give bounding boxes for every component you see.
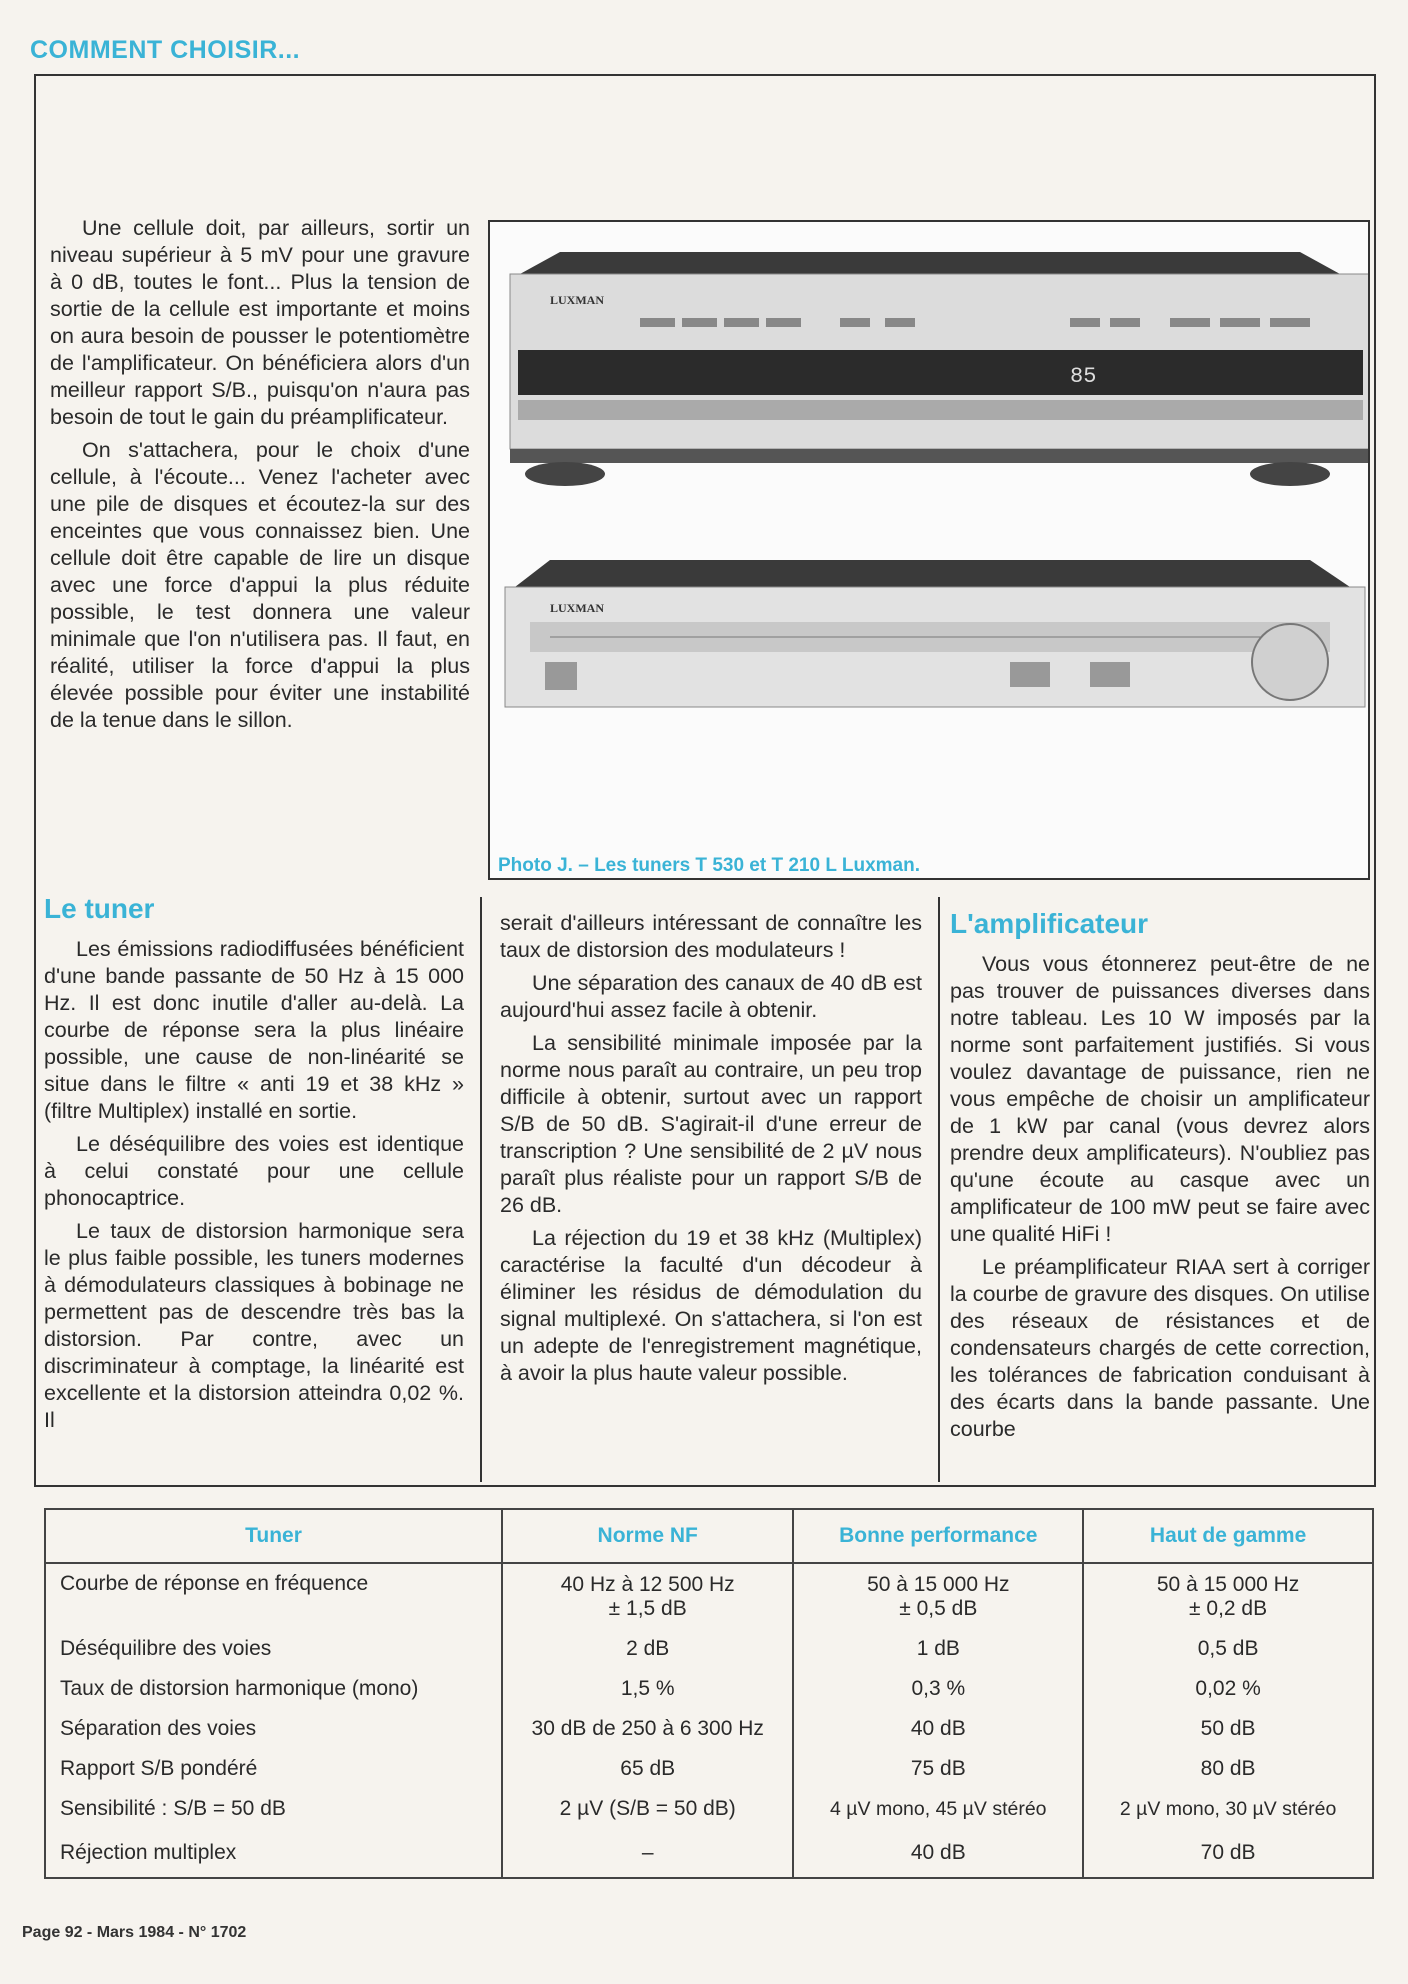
- table-row: [45, 1709, 1373, 1749]
- specs-table: [44, 1508, 1374, 1879]
- row-label: Taux de distorsion harmonique (mono): [45, 1669, 502, 1709]
- amplifier-column: [950, 910, 1370, 1449]
- cell-nf: 2 µV (S/B = 50 dB): [502, 1789, 793, 1829]
- cell-bp: 1 dB: [793, 1629, 1083, 1669]
- paragraph: Le déséquilibre des voies est identique à celui constaté pour une cellule phonocaptrice.: [44, 1132, 464, 1210]
- mode-button: [1010, 662, 1050, 687]
- row-label: Séparation des voies: [45, 1709, 502, 1749]
- cell-nf: –: [502, 1829, 793, 1878]
- paragraph: Le taux de distorsion harmonique sera le plus faible possible, les tuners modernes à démodulateurs classiques à bobinage ne permettent pas de descendre très bas la distorsion. Par contre, avec un discriminateur à comptage, la linéarité est excellente et la distorsion atteindra 0,02 %. Il: [44, 1219, 464, 1432]
- cell-nf: 1,5 %: [502, 1669, 793, 1709]
- cell-nf: 40 Hz à 12 500 Hz ± 1,5 dB: [502, 1563, 793, 1629]
- table-row: [45, 1829, 1373, 1878]
- cell-hg: 2 µV mono, 30 µV stéréo: [1083, 1789, 1373, 1829]
- table-row: [45, 1629, 1373, 1669]
- brand-label-top: LUXMAN: [550, 293, 604, 307]
- cell-hg: 70 dB: [1083, 1829, 1373, 1878]
- cell-hg: 0,5 dB: [1083, 1629, 1373, 1669]
- header-bonne-performance: Bonne performance: [793, 1509, 1083, 1563]
- paragraph: Une séparation des canaux de 40 dB est aujourd'hui assez facile à obtenir.: [500, 971, 922, 1022]
- header-norme-nf: Norme NF: [502, 1509, 793, 1563]
- cell-nf: 30 dB de 250 à 6 300 Hz: [502, 1709, 793, 1749]
- cell-hg: 80 dB: [1083, 1749, 1373, 1789]
- paragraph: Une cellule doit, par ailleurs, sortir un niveau supérieur à 5 mV pour une gravure à 0 dB, toutes le font... Plus la tension de sortie de la cellule est importante et moins on aura besoin de pousser le potentiomètre de l'amplificateur. On bénéficiera alors d'un meilleur rapport S/B., puisqu'on n'aura pas besoin de tout le gain du préamplificateur.: [50, 216, 470, 429]
- tuner-heading: Le tuner: [44, 893, 155, 924]
- table-row: [45, 1669, 1373, 1709]
- brand-label-bottom: LUXMAN: [550, 601, 604, 615]
- tuner-display-panel: [518, 350, 1363, 395]
- amplifier-heading: L'amplificateur: [950, 908, 1149, 939]
- intro-column: [50, 215, 470, 740]
- tuners-image: [490, 222, 1368, 878]
- header-tuner: Tuner: [45, 1509, 502, 1563]
- paragraph: La réjection du 19 et 38 kHz (Multiplex) caractérise la faculté d'un décodeur à éliminer les résidus de démodulation du signal multiplexé. On s'attachera, si l'on est un adepte de l'enregistrement magnétique, à avoir la plus haute valeur possible.: [500, 1226, 922, 1385]
- header-haut-de-gamme: Haut de gamme: [1083, 1509, 1373, 1563]
- column-divider: [938, 897, 940, 1482]
- muting-button: [1090, 662, 1130, 687]
- cell-bp: 40 dB: [793, 1829, 1083, 1878]
- tuners-photo: [488, 220, 1370, 880]
- tuning-knob: [1252, 624, 1328, 700]
- cell-bp: 0,3 %: [793, 1669, 1083, 1709]
- cell-hg: 50 dB: [1083, 1709, 1373, 1749]
- table-row: [45, 1563, 1373, 1629]
- column-divider: [480, 897, 482, 1482]
- cell-bp: 40 dB: [793, 1709, 1083, 1749]
- row-label: Rapport S/B pondéré: [45, 1749, 502, 1789]
- cell-bp: 50 à 15 000 Hz ± 0,5 dB: [793, 1563, 1083, 1629]
- page-footer: Page 92 - Mars 1984 - N° 1702: [22, 1924, 247, 1941]
- middle-column: [500, 910, 922, 1393]
- cell-bp: 75 dB: [793, 1749, 1083, 1789]
- paragraph: serait d'ailleurs intéressant de connaître les taux de distorsion des modulateurs !: [500, 911, 922, 962]
- cell-hg: 50 à 15 000 Hz ± 0,2 dB: [1083, 1563, 1373, 1629]
- tuner-top-lid: [520, 252, 1340, 274]
- cell-bp: 4 µV mono, 45 µV stéréo: [793, 1789, 1083, 1829]
- paragraph: La sensibilité minimale imposée par la norme nous paraît au contraire, un peu trop difficile à obtenir, surtout avec un rapport S/B de 50 dB. S'agirait-il d'une erreur de transcription ? Une sensibilité de 2 µV nous paraît plus réaliste pour un rapport S/B de 26 dB.: [500, 1031, 922, 1217]
- tuner-column: [44, 895, 464, 1440]
- cell-nf: 65 dB: [502, 1749, 793, 1789]
- cell-nf: 2 dB: [502, 1629, 793, 1669]
- photo-caption: Photo J. – Les tuners T 530 et T 210 L Luxman.: [498, 855, 920, 876]
- paragraph: Vous vous étonnerez peut-être de ne pas trouver de puissances diverses dans notre tableau. Les 10 W imposés par la norme sont parfaitement justifiés. Si vous voulez davantage de puissance, rien ne vous empêche de choisir un amplificateur de 1 kW par canal (vous devrez alors prendre deux amplificateurs). N'oubliez pas qu'une écoute au casque avec un amplificateur de 100 mW peut se faire avec une qualité HiFi !: [950, 952, 1370, 1246]
- cell-hg: 0,02 %: [1083, 1669, 1373, 1709]
- row-label: Déséquilibre des voies: [45, 1629, 502, 1669]
- paragraph: Le préamplificateur RIAA sert à corriger la courbe de gravure des disques. On utilise des réseaux de résistances et de condensateurs chargés de cette correction, les tolérances de fabrication conduisant à des écarts dans la bande passante. Une courbe: [950, 1255, 1370, 1441]
- frequency-display: 85: [1070, 364, 1097, 389]
- table-row: [45, 1749, 1373, 1789]
- tuner-bottom-lid: [515, 560, 1350, 587]
- paragraph: Les émissions radiodiffusées bénéficient d'une bande passante de 50 Hz à 15 000 Hz. Il est donc inutile d'aller au-delà. La courbe de réponse sera la plus linéaire possible, une cause de non-linéarité se situe dans le filtre « anti 19 et 38 kHz » (filtre Multiplex) installé en sortie.: [44, 937, 464, 1123]
- row-label: Courbe de réponse en fréquence: [45, 1563, 502, 1629]
- paragraph: On s'attachera, pour le choix d'une cellule, à l'écoute... Venez l'acheter avec une pile de disques et écoutez-la sur des enceintes que vous connaissez bien. Une cellule doit être capable de lire un disque avec une force d'appui la plus réduite possible, le test donnera une valeur minimale que l'on n'utilisera pas. Il faut, en réalité, utiliser la force d'appui la plus élevée possible pour éviter une instabilité de la tenue dans le sillon.: [50, 438, 470, 732]
- table-row: [45, 1789, 1373, 1829]
- power-button: [545, 662, 577, 690]
- section-header: COMMENT CHOISIR...: [30, 36, 301, 64]
- row-label: Sensibilité : S/B = 50 dB: [45, 1789, 502, 1829]
- row-label: Réjection multiplex: [45, 1829, 502, 1878]
